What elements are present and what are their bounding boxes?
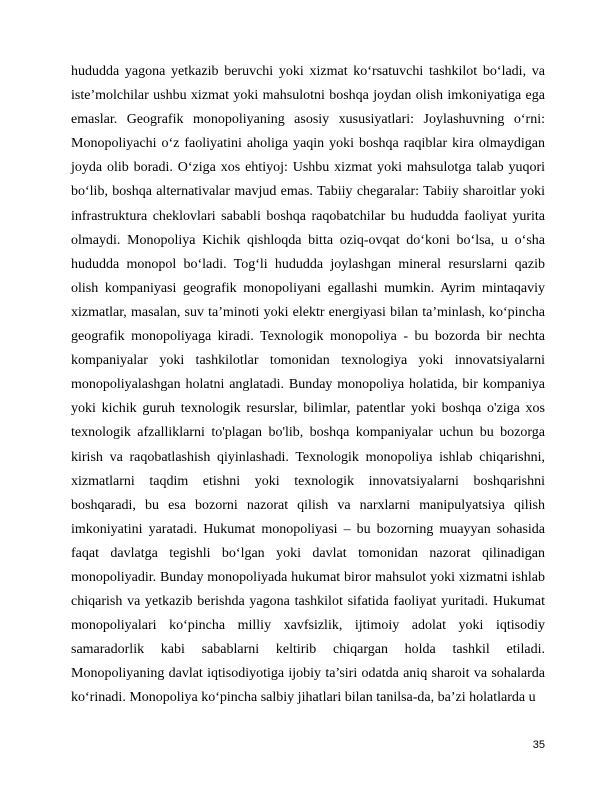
body-paragraph: hududda yagona yetkazib beruvchi yoki xizmat ko‘rsatuvchi tashkilot bo‘ladi, va iste’molchilar ushbu xizmat yoki mahsulotni boshqa joydan olish imkoniyatiga ega emaslar. Geografik monopoliyaning asosiy xususiyatlari: Joylashuvning o‘rni: Monopoliyachi o‘z faoliyatini aholiga yaqin yoki boshqa raqiblar kira olmaydigan joyda olib boradi. O‘ziga xos ehtiyoj: Ushbu xizmat yoki mahsulotga talab yuqori bo‘lib, boshqa alternativalar mavjud emas. Tabiiy chegaralar: Tabiiy sharoitlar yoki infrastruktura cheklovlari sababli boshqa raqobatchilar bu hududda faoliyat yurita olmaydi. Monopoliya Kichik qishloqda bitta oziq-ovqat do‘koni bo‘lsa, u o‘sha hududda monopol bo‘ladi. Tog‘li hududda joylashgan mineral resurslarni qazib olish kompaniyasi geografik monopoliyani egallashi mumkin. Ayrim mintaqaviy xizmatlar, masalan, suv ta’minoti yoki elektr energiyasi bilan ta’minlash, ko‘pincha geografik monopoliyaga kiradi. Texnologik monopoliya - bu bozorda bir nechta kompaniyalar yoki tashkilotlar tomonidan texnologiya yoki innovatsiyalarni monopoliyalashgan holatni anglatadi. Bunday monopoliya holatida, bir kompaniya yoki kichik guruh texnologik resurslar, bilimlar, patentlar yoki boshqa o'ziga xos texnologik afzalliklarni to'plagan bo'lib, boshqa kompaniyalar uchun bu bozorga kirish va raqobatlashish qiyinlashadi. Texnologik monopoliya ishlab chiqarishni, xizmatlarni taqdim etishni yoki texnologik innovatsiyalarni boshqarishni boshqaradi, bu esa bozorni nazorat qilish va narxlarni manipulyatsiya qilish imkoniyatini yaratadi. Hukumat monopoliyasi – bu bozorning muayyan sohasida faqat davlatga tegishli bo‘lgan yoki davlat tomonidan nazorat qilinadigan monopoliyadir. Bunday monopoliyada hukumat biror mahsulot yoki xizmatni ishlab chiqarish va yetkazib berishda yagona tashkilot sifatida faoliyat yuritadi. Hukumat monopoliyalari ko‘pincha milliy xavfsizlik, ijtimoiy adolat yoki iqtisodiy samaradorlik kabi sabablarni keltirib chiqargan holda tashkil etiladi. Monopoliyaning davlat iqtisodiyotiga ijobiy ta’siri odatda aniq sharoit va sohalarda ko‘rinadi. Monopoliya ko‘pincha salbiy jihatlari bilan tanilsa-da, ba’zi holatlarda u [71,64,545,706]
page-number: 35 [532,739,545,751]
